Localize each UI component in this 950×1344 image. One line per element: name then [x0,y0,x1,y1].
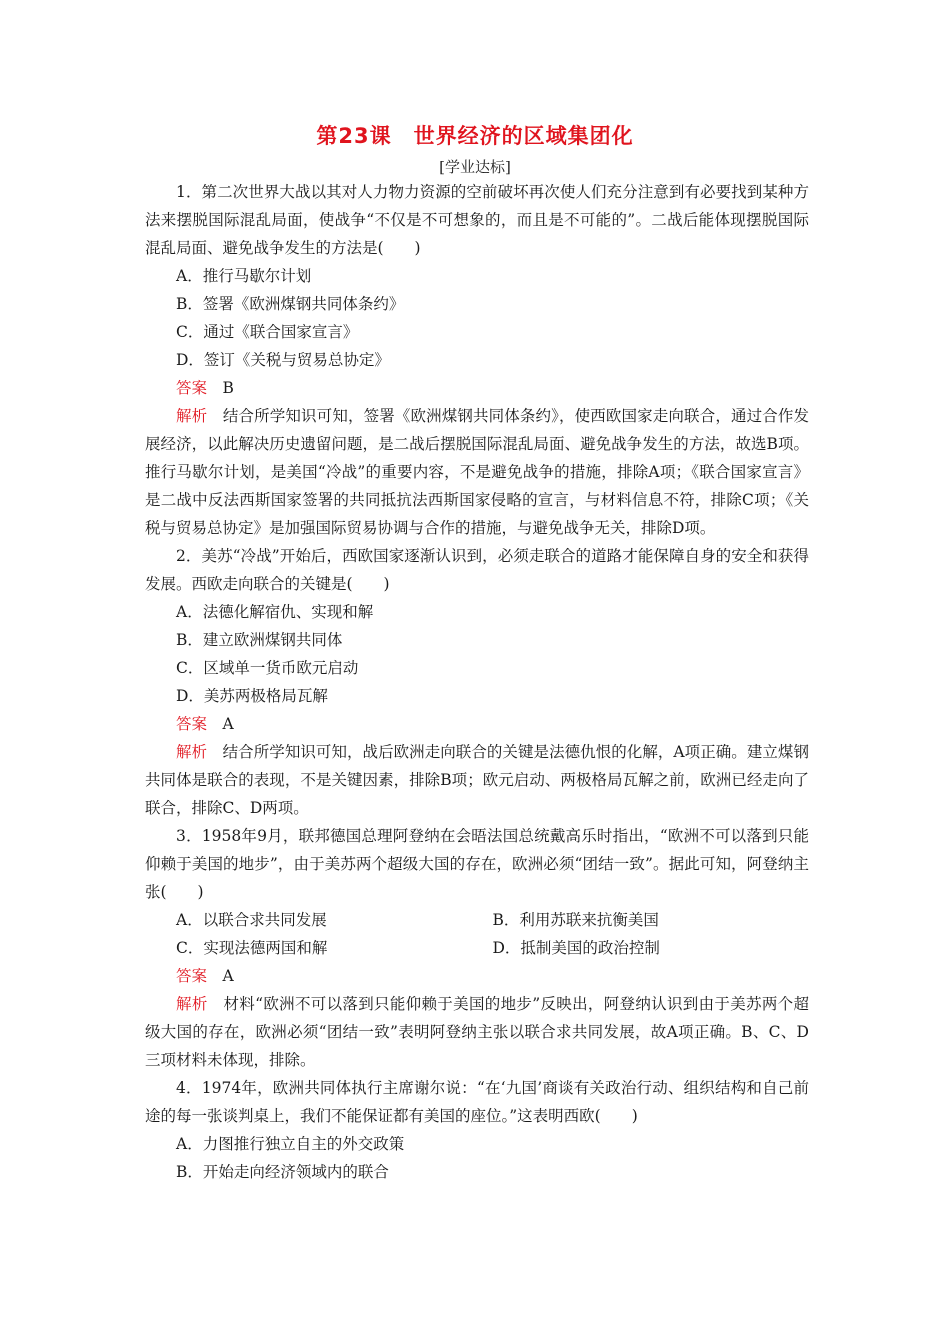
option-b: B．签署《欧洲煤钢共同体条约》 [176,295,405,313]
question-1 [145,178,809,542]
answer-label: 答案 [176,967,208,985]
option-c: C．通过《联合国家宣言》 [176,323,359,341]
option-a: A．法德化解宿仇、实现和解 [176,603,374,621]
analysis-paragraph [145,402,809,542]
options-row [145,906,809,934]
option-b: B．利用苏联来抗衡美国 [492,911,659,929]
answer-value: A [222,715,234,733]
question-2 [145,542,809,822]
section-subtitle: [学业达标] [439,158,511,176]
option-a: A．推行马歇尔计划 [176,267,312,285]
option-b: B．建立欧洲煤钢共同体 [176,631,343,649]
analysis-label: 解析 [176,995,208,1013]
answer-line [145,710,809,738]
analysis-paragraph [145,990,809,1074]
answer-label: 答案 [176,379,208,397]
analysis-paragraph [145,738,809,822]
option-b: B．开始走向经济领域内的联合 [176,1163,389,1181]
option-a: A．力图推行独立自主的外交政策 [176,1135,405,1153]
analysis-text: 材料“欧洲不可以落到只能仰赖于美国的地步”反映出，阿登纳认识到由于美苏两个超级大国的存在，欧洲必须“团结一致”表明阿登纳主张以联合求共同发展，故A项正确。B、C、D三项材料未体现，排除。 [145,995,809,1069]
answer-label: 答案 [176,715,208,733]
option-c: C．区域单一货币欧元启动 [176,659,359,677]
option-d: D．签订《关税与贸易总协定》 [176,351,390,369]
option-a: A．以联合求共同发展 [176,911,327,929]
question-4 [145,1074,809,1186]
option-d: D．美苏两极格局瓦解 [176,687,328,705]
question-stem: 4．1974年，欧洲共同体执行主席谢尔说：“在‘九国’商谈有关政治行动、组织结构和自己前途的每一张谈判桌上，我们不能保证都有美国的座位。”这表明西欧( ) [145,1079,809,1125]
option-d: D．抵制美国的政治控制 [492,939,660,957]
document-body [145,178,809,1186]
question-stem: 1．第二次世界大战以其对人力物力资源的空前破坏再次使人们充分注意到有必要找到某种方法来摆脱国际混乱局面，使战争“不仅是不可想象的，而且是不可能的”。二战后能体现摆脱国际混乱局面、避免战争发生的方法是( ) [145,183,809,257]
analysis-label: 解析 [176,743,208,761]
answer-line [145,962,809,990]
analysis-text: 结合所学知识可知，战后欧洲走向联合的关键是法德仇恨的化解，A项正确。建立煤钢共同体是联合的表现，不是关键因素，排除B项；欧元启动、两极格局瓦解之前，欧洲已经走向了联合，排除C、D两项。 [145,743,809,817]
answer-value: A [222,967,234,985]
answer-line [145,374,809,402]
question-stem: 2．美苏“冷战”开始后，西欧国家逐渐认识到，必须走联合的道路才能保障自身的安全和获得发展。西欧走向联合的关键是( ) [145,547,809,593]
analysis-text: 结合所学知识可知，签署《欧洲煤钢共同体条约》，使西欧国家走向联合，通过合作发展经济，以此解决历史遗留问题，是二战后摆脱国际混乱局面、避免战争发生的方法，故选B项。推行马歇尔计划，是美国“冷战”的重要内容，不是避免战争的措施，排除A项；《联合国家宣言》是二战中反法西斯国家签署的共同抵抗法西斯国家侵略的宣言，与材料信息不符，排除C项；《关税与贸易总协定》是加强国际贸易协调与合作的措施，与避免战争无关，排除D项。 [145,407,809,537]
question-3 [145,822,809,1074]
answer-value: B [222,379,234,397]
option-c: C．实现法德两国和解 [176,939,328,957]
lesson-title: 第23课 世界经济的区域集团化 [316,124,634,148]
options-row [145,934,809,962]
question-stem: 3．1958年9月，联邦德国总理阿登纳在会晤法国总统戴高乐时指出，“欧洲不可以落到只能仰赖于美国的地步”，由于美苏两个超级大国的存在，欧洲必须“团结一致”。据此可知，阿登纳主张( ) [145,827,809,901]
analysis-label: 解析 [176,407,208,425]
